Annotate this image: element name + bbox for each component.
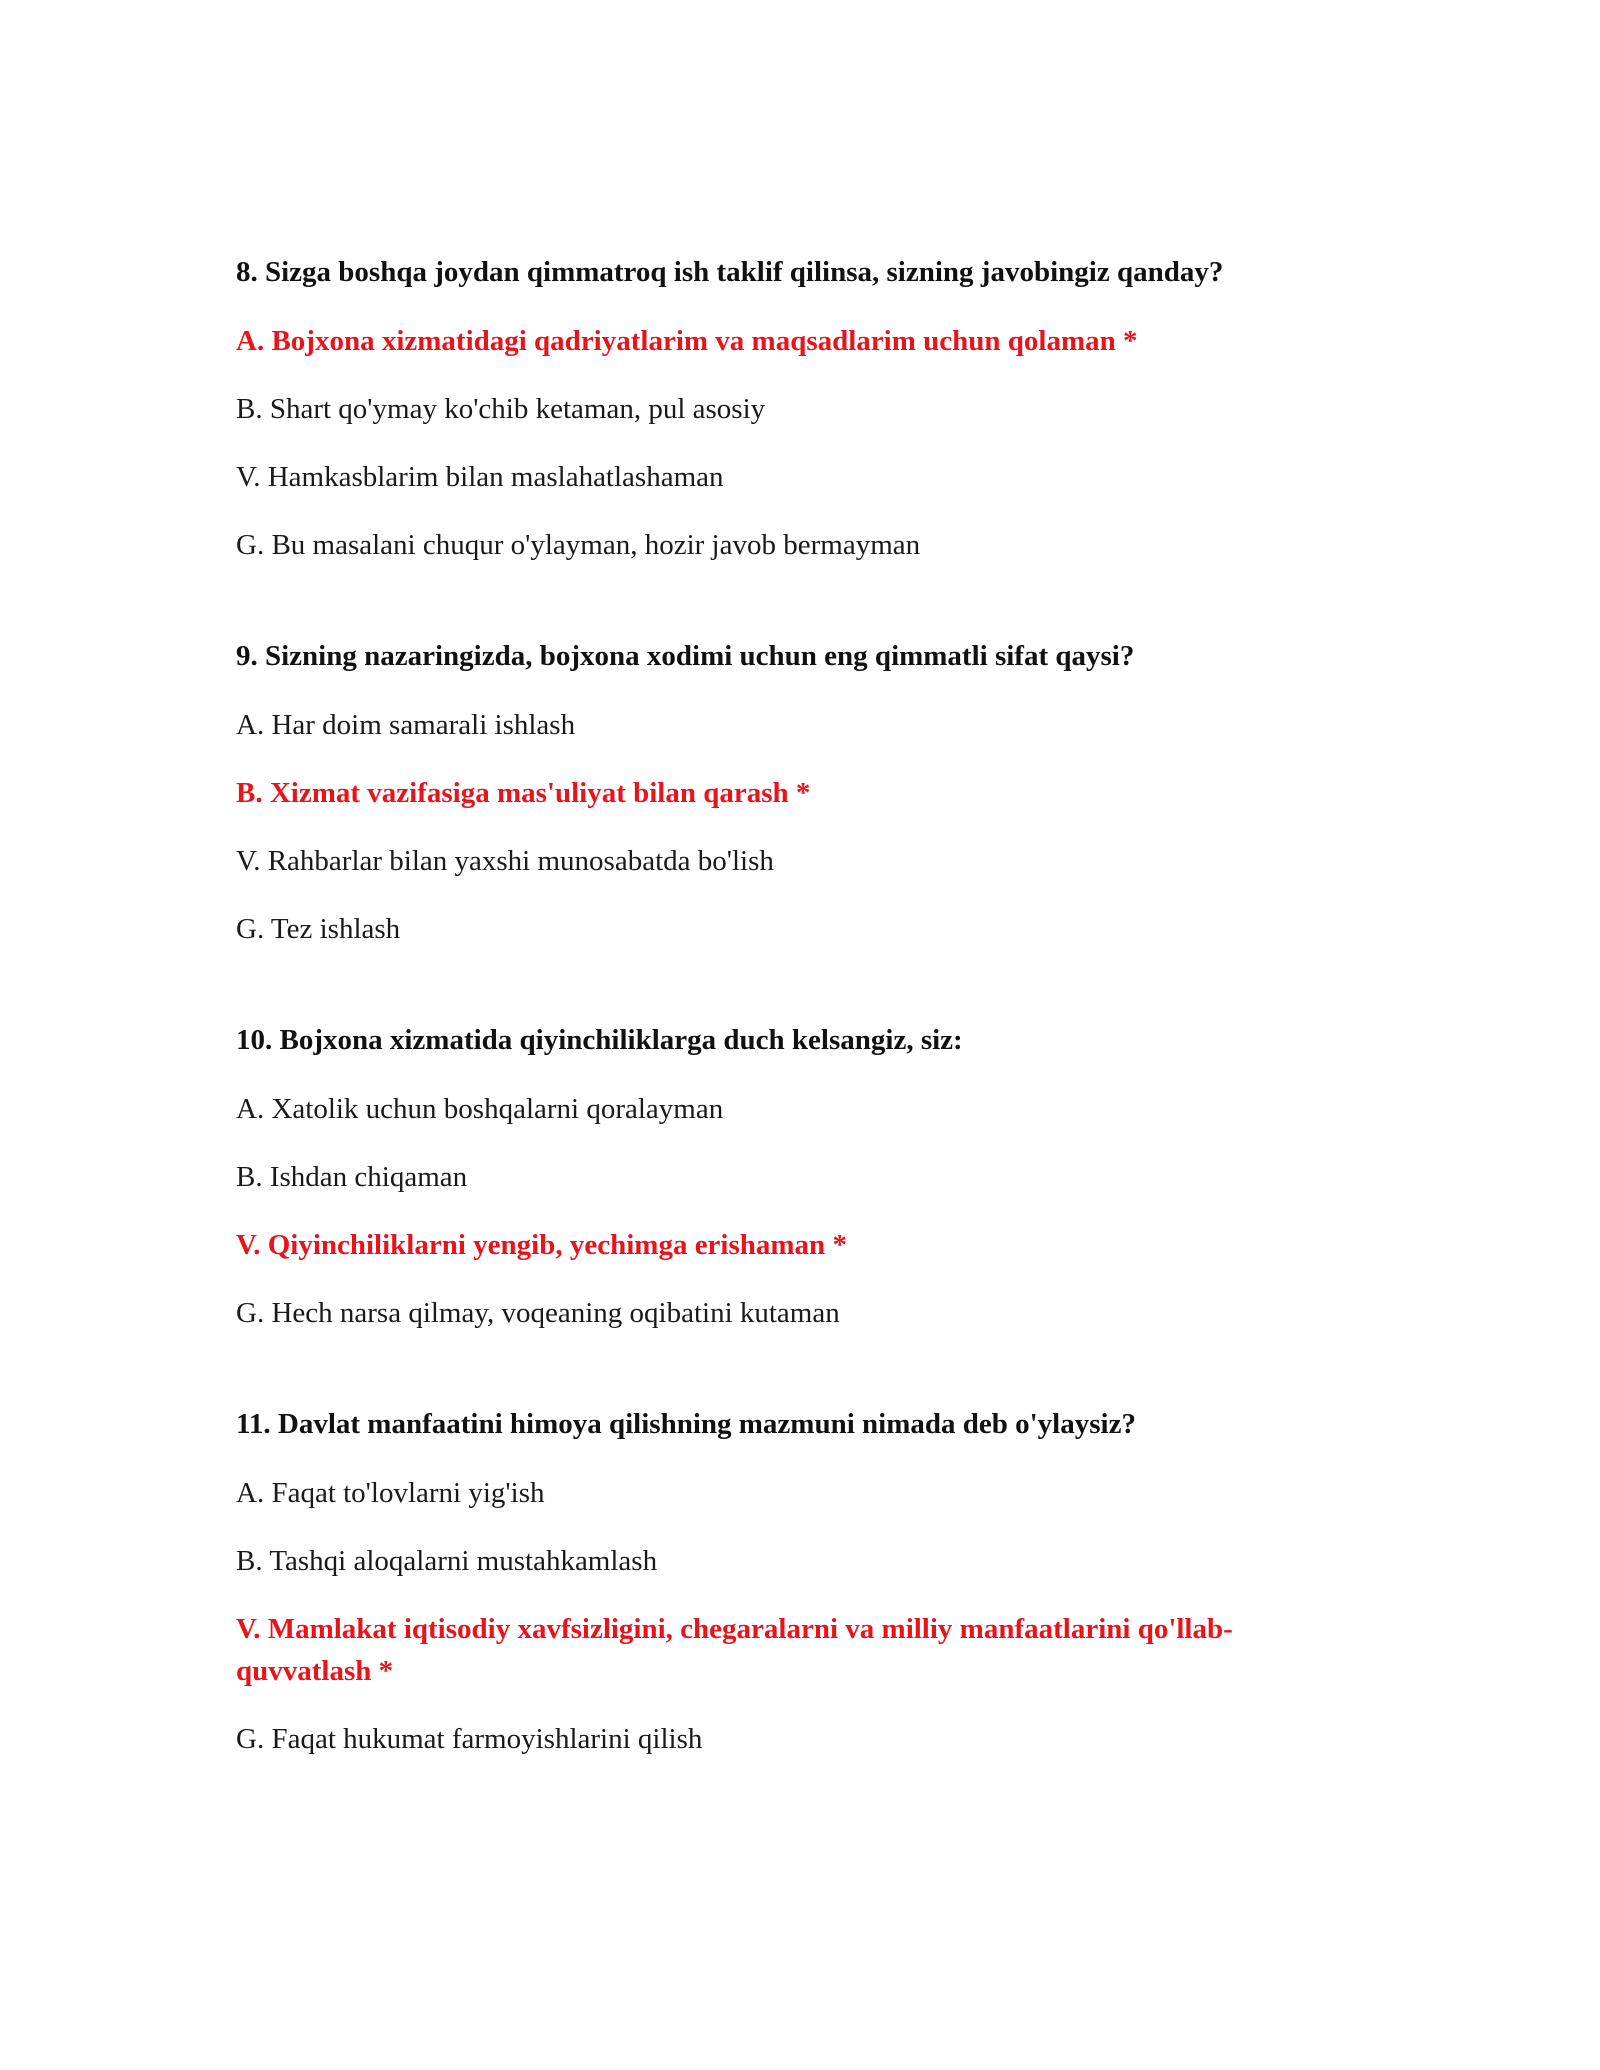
answer-option: V. Hamkasblarim bilan maslahatlashaman xyxy=(236,461,724,493)
question-10 xyxy=(236,1020,1366,1334)
answer-option: A. Faqat to'lovlarni yig'ish xyxy=(236,1477,545,1509)
answer-option: V. Rahbarlar bilan yaxshi munosabatda bo'lish xyxy=(236,845,774,877)
answer-option: G. Faqat hukumat farmoyishlarini qilish xyxy=(236,1723,703,1755)
question-title: 11. Davlat manfaatini himoya qilishning mazmuni nimada deb o'ylaysiz? xyxy=(236,1408,1136,1440)
question-title: 8. Sizga boshqa joydan qimmatroq ish taklif qilinsa, sizning javobingiz qanday? xyxy=(236,256,1224,288)
answer-option: G. Bu masalani chuqur o'ylayman, hozir javob bermayman xyxy=(236,529,921,561)
answer-option: G. Hech narsa qilmay, voqeaning oqibatini kutaman xyxy=(236,1297,840,1329)
question-title: 10. Bojxona xizmatida qiyinchiliklarga duch kelsangiz, siz: xyxy=(236,1024,963,1056)
answer-option: A. Har doim samarali ishlash xyxy=(236,709,576,741)
question-8 xyxy=(236,252,1366,566)
answer-option: B. Shart qo'ymay ko'chib ketaman, pul asosiy xyxy=(236,393,766,425)
answer-option: B. Ishdan chiqaman xyxy=(236,1161,468,1193)
answer-option-correct: A. Bojxona xizmatidagi qadriyatlarim va maqsadlarim uchun qolaman * xyxy=(236,325,1138,357)
question-9 xyxy=(236,636,1366,950)
answer-option: B. Tashqi aloqalarni mustahkamlash xyxy=(236,1545,658,1577)
answer-option: G. Tez ishlash xyxy=(236,913,401,945)
question-title: 9. Sizning nazaringizda, bojxona xodimi uchun eng qimmatli sifat qaysi? xyxy=(236,640,1135,672)
answer-option-correct: B. Xizmat vazifasiga mas'uliyat bilan qarash * xyxy=(236,777,811,809)
answer-option-correct: V. Qiyinchiliklarni yengib, yechimga erishaman * xyxy=(236,1229,847,1261)
answer-option-correct: V. Mamlakat iqtisodiy xavfsizligini, chegaralarni va milliy manfaatlarini qo'llab-quvvatlash * xyxy=(236,1613,1233,1687)
quiz-content xyxy=(236,252,1366,1760)
answer-option: A. Xatolik uchun boshqalarni qoralayman xyxy=(236,1093,724,1125)
question-11 xyxy=(236,1404,1366,1760)
